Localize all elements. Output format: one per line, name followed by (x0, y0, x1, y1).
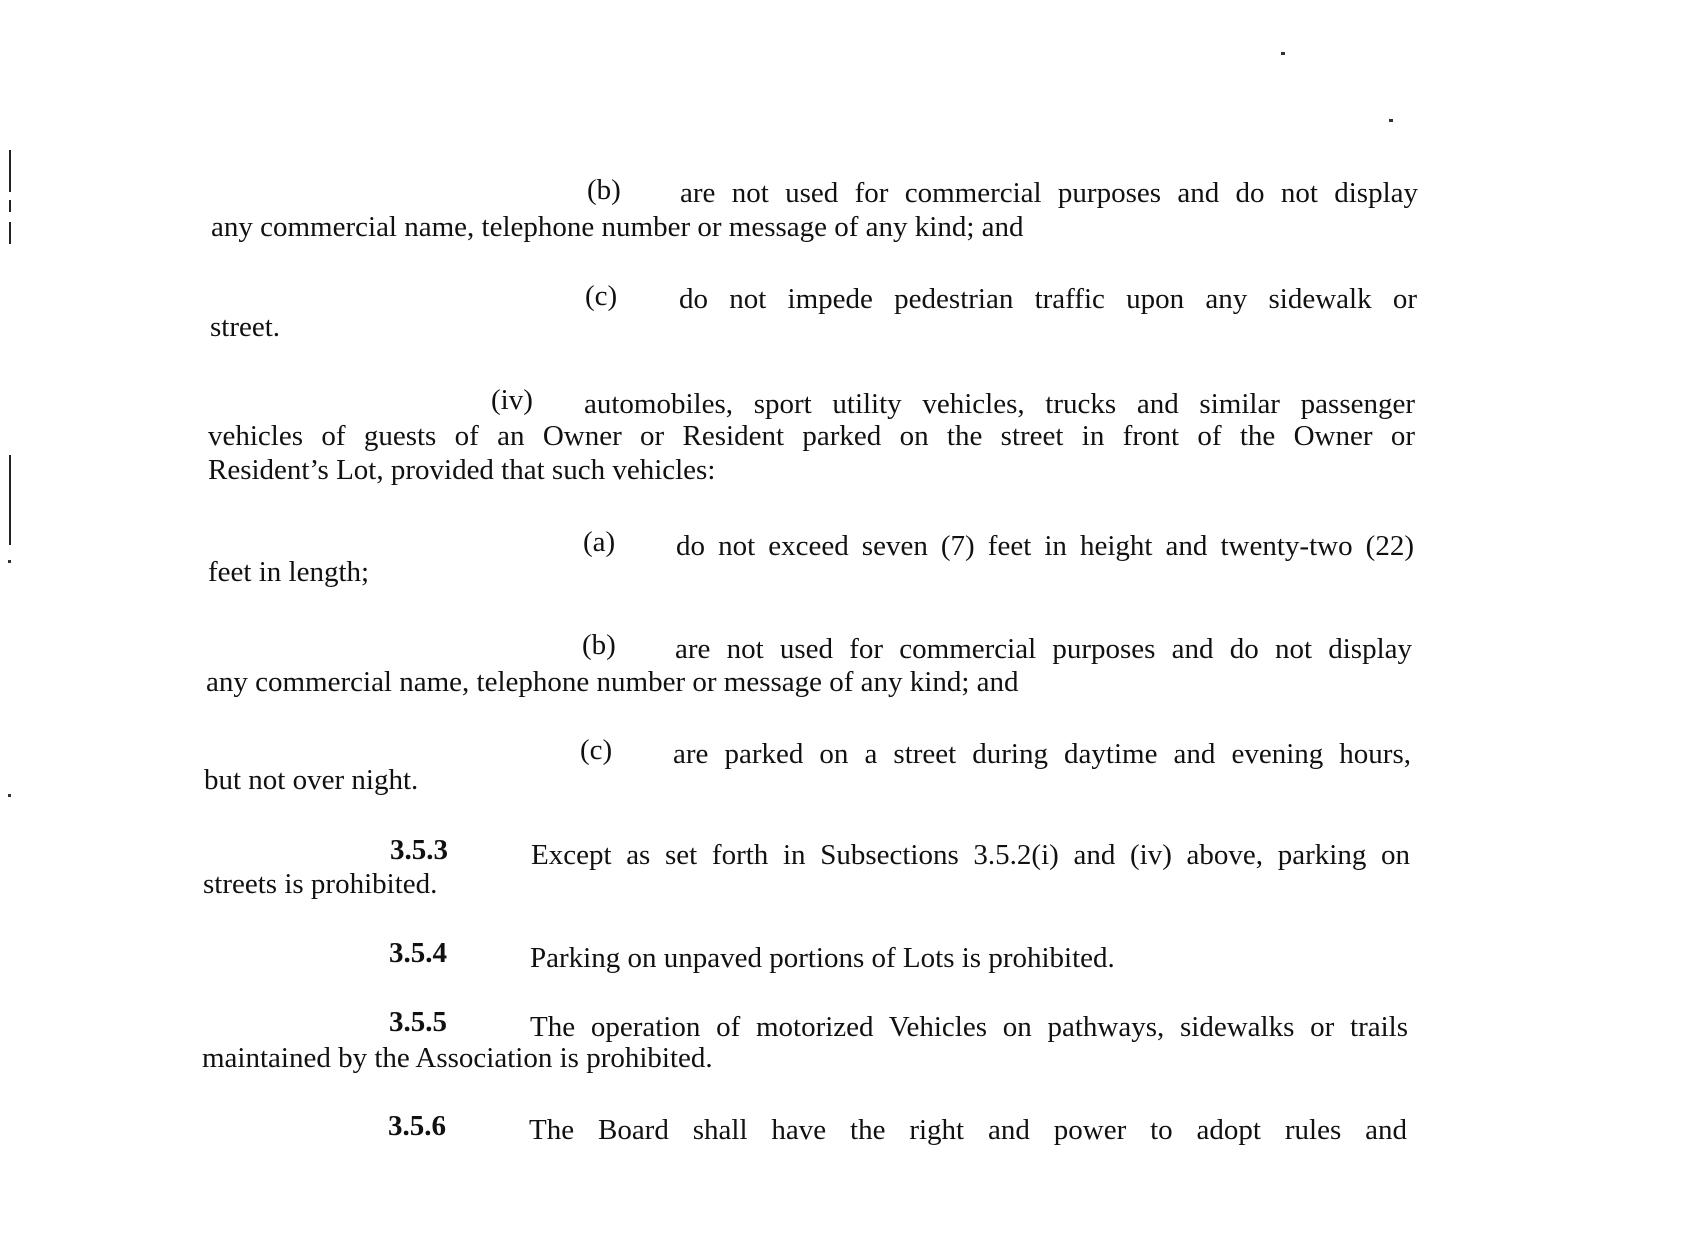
item-label: (a) (583, 526, 616, 558)
item-label: (c) (580, 734, 613, 766)
section-number: 3.5.4 (389, 937, 447, 969)
paragraph-continuation-line: but not over night. (204, 764, 419, 796)
section-number: 3.5.5 (389, 1006, 447, 1038)
paragraph-lead-line: Parking on unpaved portions of Lots is prohibited. (530, 942, 1115, 974)
paragraph-continuation-line: any commercial name, telephone number or message of any kind; and (211, 211, 1024, 243)
scan-speck (8, 560, 11, 563)
paragraph-continuation-line: any commercial name, telephone number or message of any kind; and (206, 666, 1019, 698)
section-number: 3.5.6 (388, 1110, 446, 1142)
paragraph-lead-line: are not used for commercial purposes and do not display (675, 633, 1412, 665)
paragraph-lead-line: automobiles, sport utility vehicles, trucks and similar passenger (584, 388, 1415, 420)
scan-speck (1281, 52, 1285, 55)
paragraph-lead-line: do not impede pedestrian traffic upon any sidewalk or (679, 283, 1417, 315)
paragraph-continuation-line: feet in length; (208, 556, 370, 588)
paragraph-continuation-line: vehicles of guests of an Owner or Resident parked on the street in front of the Owner or (208, 420, 1415, 452)
paragraph-lead-line: The operation of motorized Vehicles on pathways, sidewalks or trails (530, 1011, 1408, 1043)
item-label: (b) (587, 174, 621, 206)
scan-speck (8, 794, 11, 797)
item-label: (b) (582, 629, 616, 661)
section-number: 3.5.3 (390, 834, 448, 866)
scan-speck (1389, 119, 1393, 122)
scan-margin-mark (9, 455, 11, 545)
paragraph-continuation-line: Resident’s Lot, provided that such vehicles: (208, 454, 716, 486)
paragraph-lead-line: The Board shall have the right and power to adopt rules and (529, 1114, 1407, 1146)
item-label: (c) (585, 280, 618, 312)
paragraph-lead-line: do not exceed seven (7) feet in height and twenty-two (22) (676, 530, 1414, 562)
paragraph-lead-line: are parked on a street during daytime and evening hours, (673, 738, 1411, 770)
scan-margin-mark (9, 200, 11, 212)
scan-margin-mark (9, 222, 11, 244)
paragraph-lead-line: are not used for commercial purposes and do not display (680, 177, 1418, 209)
paragraph-continuation-line: maintained by the Association is prohibited. (202, 1042, 713, 1074)
scan-margin-mark (9, 150, 11, 192)
paragraph-lead-line: Except as set forth in Subsections 3.5.2(i) and (iv) above, parking on (531, 839, 1410, 871)
paragraph-continuation-line: street. (210, 311, 281, 343)
paragraph-continuation-line: streets is prohibited. (203, 868, 438, 900)
item-label: (iv) (491, 384, 533, 416)
